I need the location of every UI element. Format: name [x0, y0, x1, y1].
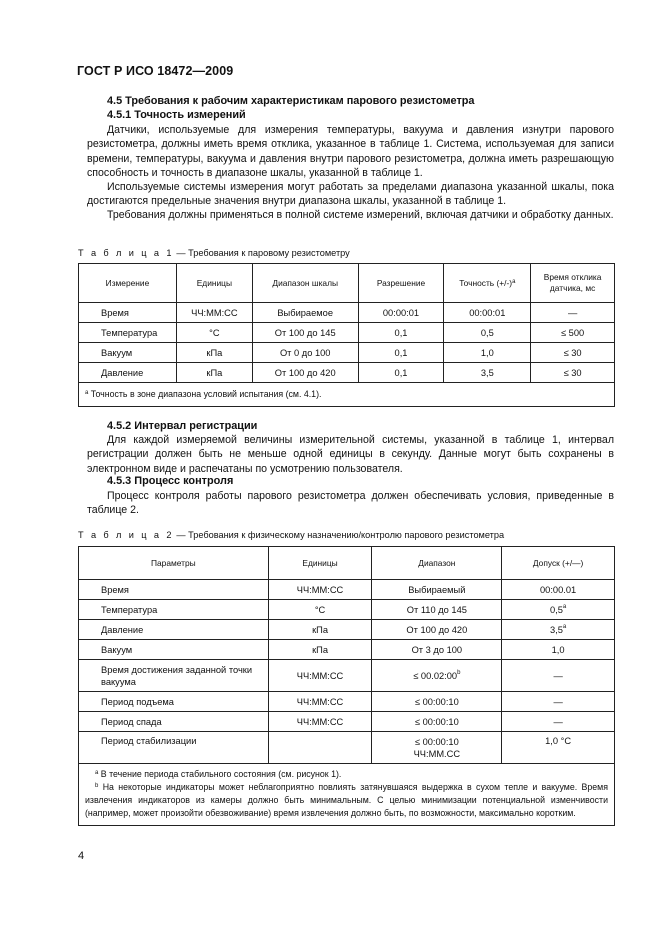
footnote-marker: a: [512, 278, 516, 285]
table-cell: От 3 до 100: [372, 640, 502, 660]
table-cell: [268, 732, 372, 764]
footnote-a: [85, 768, 608, 781]
table-cell: 1,0: [444, 343, 531, 363]
table-cell: Период спада: [79, 712, 269, 732]
table-cell: ЧЧ:ММ:СС: [268, 580, 372, 600]
table-cell: кПа: [176, 343, 252, 363]
table-cell: кПа: [268, 620, 372, 640]
table-cell: От 0 до 100: [252, 343, 358, 363]
table-cell: ≤ 00:00:10: [372, 712, 502, 732]
table-cell: Выбираемый: [372, 580, 502, 600]
table-cell: —: [502, 660, 615, 692]
section-4-5-3-title: 4.5.3 Процесс контроля: [107, 475, 234, 487]
table-cell: °C: [176, 323, 252, 343]
table-row: [79, 692, 615, 712]
cell-text: 3,5: [549, 624, 563, 635]
footnote-marker: a: [562, 603, 567, 610]
table-row: [79, 640, 615, 660]
table-cell: —: [502, 712, 615, 732]
table-row: [79, 712, 615, 732]
table-cell: ≤ 30: [531, 363, 615, 383]
table1-note-row: [79, 383, 615, 407]
table-row: [79, 323, 615, 343]
cell-text: 0,5: [549, 604, 563, 615]
table2-footnotes: [79, 764, 615, 826]
table-cell: 0,1: [358, 323, 444, 343]
table-cell: ≤ 00:00:10: [372, 692, 502, 712]
table-cell: ≤ 500: [531, 323, 615, 343]
table2-header: Параметры: [79, 547, 269, 580]
table1-header: Время отклика датчика, мс: [531, 264, 615, 303]
table2-header: Единицы: [268, 547, 372, 580]
table-row: [79, 343, 615, 363]
table2-header: Диапазон: [372, 547, 502, 580]
table1-footnote: [79, 383, 615, 407]
table-2: [78, 546, 615, 826]
table-cell: ЧЧ:ММ:СС: [268, 712, 372, 732]
table-cell: ЧЧ:ММ:СС: [268, 660, 372, 692]
table-cell: От 100 до 420: [372, 620, 502, 640]
paragraph-4-5-1-c: Требования должны применяться в полной системе измерений, включая датчики и обработку данных.: [107, 209, 614, 221]
paragraph-4-5-1-a: Датчики, используемые для измерения температуры, вакуума и давления изнутри парового резистометра, должны иметь время отклика, указанное в таблице 1. Система, используемая для записи времени, температуры, вакуума и давления внутри парового резистометра, должна иметь разрешающую способность и точность в диапазоне шкалы, указанной в таблице 1.: [87, 124, 614, 180]
table-row: [79, 600, 615, 620]
footnote-b: [85, 781, 608, 820]
table-cell: [502, 600, 615, 620]
table-cell: Период подъема: [79, 692, 269, 712]
table-cell: Период стабилизации: [79, 732, 269, 764]
table-cell: Температура: [79, 323, 177, 343]
paragraph-4-5-2: Для каждой измеряемой величины измерительной системы, указанной в таблице 1, интервал регистрации должен быть не меньше одной единицы в секунду. Данные могут быть сохранены в электронном виде и распечатаны по усмотрению пользователя.: [87, 434, 614, 475]
section-4-5-1-title: 4.5.1 Точность измерений: [107, 109, 246, 121]
table-cell: кПа: [176, 363, 252, 383]
table-cell: Давление: [79, 620, 269, 640]
table1-caption-text: — Требования к паровому резистометру: [173, 248, 350, 258]
table-cell: —: [531, 303, 615, 323]
table-row: [79, 732, 615, 764]
table-cell: [372, 660, 502, 692]
section-4-5-2-title: 4.5.2 Интервал регистрации: [107, 420, 258, 432]
table-cell: От 100 до 145: [252, 323, 358, 343]
table2-header-row: [79, 547, 615, 580]
table1-header: Разрешение: [358, 264, 444, 303]
table1-header: Единицы: [176, 264, 252, 303]
table-cell: [372, 732, 502, 764]
section-4-5-title: 4.5 Требования к рабочим характеристикам парового резистометра: [107, 95, 475, 107]
table1-header-row: [79, 264, 615, 303]
table-cell: 0,1: [358, 343, 444, 363]
paragraph-4-5-1-b: Используемые системы измерения могут работать за пределами диапазона указанной шкалы, пока достигаются предельные значения внутри диапазона шкалы, указанной в таблице 1.: [87, 181, 614, 208]
footnote-text: Точность в зоне диапазона условий испытания (см. 4.1).: [88, 388, 322, 399]
table-cell: 00:00.01: [502, 580, 615, 600]
table2-note-row: [79, 764, 615, 826]
table-cell: Время: [79, 303, 177, 323]
table-cell: ≤ 30: [531, 343, 615, 363]
footnote-marker: b: [457, 669, 461, 676]
table2-caption: [78, 530, 504, 540]
table-cell: [502, 620, 615, 640]
table1-caption-prefix: Т а б л и ц а 1: [78, 248, 174, 258]
table-cell: Время: [79, 580, 269, 600]
standard-header: ГОСТ Р ИСО 18472—2009: [77, 64, 234, 78]
table-cell: ЧЧ:ММ:СС: [176, 303, 252, 323]
table-cell: 3,5: [444, 363, 531, 383]
cell-text: ≤ 00.02:00: [413, 670, 458, 681]
table-row: [79, 660, 615, 692]
table-cell: 0,5: [444, 323, 531, 343]
table-cell: кПа: [268, 640, 372, 660]
footnote-marker: b: [95, 783, 99, 789]
table2-caption-prefix: Т а б л и ц а 2: [78, 530, 174, 540]
table-cell: 00:00:01: [444, 303, 531, 323]
table-cell: ЧЧ:ММ:СС: [268, 692, 372, 712]
table2-caption-text: — Требования к физическому назначению/контролю парового резистометра: [173, 530, 505, 540]
table1-header: Измерение: [79, 264, 177, 303]
footnote-text: В течение периода стабильного состояния (см. рисунок 1).: [98, 769, 342, 779]
table-cell: Температура: [79, 600, 269, 620]
table-cell: 1,0 °С: [502, 732, 615, 764]
table-cell: Вакуум: [79, 343, 177, 363]
footnote-marker: a: [562, 623, 567, 630]
table1-header: [444, 264, 531, 303]
table-row: [79, 363, 615, 383]
footnote-marker: a: [85, 389, 89, 396]
table1-caption: [78, 248, 350, 258]
table-cell: От 100 до 420: [252, 363, 358, 383]
table-cell: 1,0: [502, 640, 615, 660]
table-cell: Давление: [79, 363, 177, 383]
footnote-text: На некоторые индикаторы может неблагоприятно повлиять затянувшаяся выдержка в сухом тепле и вакууме. Время извлечения индикаторов из камеры должно быть минимальным. С целью минимизации потенциальной изменчивости (например, может произойти обезвоживание) время извлечения должно быть, по возможности, максимально коротким.: [85, 782, 608, 818]
table2-header: Допуск (+/—): [502, 547, 615, 580]
cell-text: ЧЧ:ММ.СС: [413, 748, 461, 759]
table-cell: Выбираемое: [252, 303, 358, 323]
table-row: [79, 580, 615, 600]
table1-header: Диапазон шкалы: [252, 264, 358, 303]
paragraph-4-5-3: Процесс контроля работы парового резистометра должен обеспечивать условия, приведенные в таблице 2.: [87, 490, 614, 517]
table-cell: От 110 до 145: [372, 600, 502, 620]
cell-text: ≤ 00:00:10: [414, 736, 459, 747]
table1-header-text: Точность (+/-): [459, 277, 513, 288]
page-number: 4: [78, 850, 85, 862]
table-cell: °C: [268, 600, 372, 620]
table-cell: —: [502, 692, 615, 712]
table-row: [79, 303, 615, 323]
table-1: [78, 263, 615, 407]
table-row: [79, 620, 615, 640]
footnote-marker: a: [95, 770, 99, 776]
table-cell: Вакуум: [79, 640, 269, 660]
table-cell: 00:00:01: [358, 303, 444, 323]
table-cell: 0,1: [358, 363, 444, 383]
table-cell: Время достижения заданной точки вакуума: [79, 660, 269, 692]
